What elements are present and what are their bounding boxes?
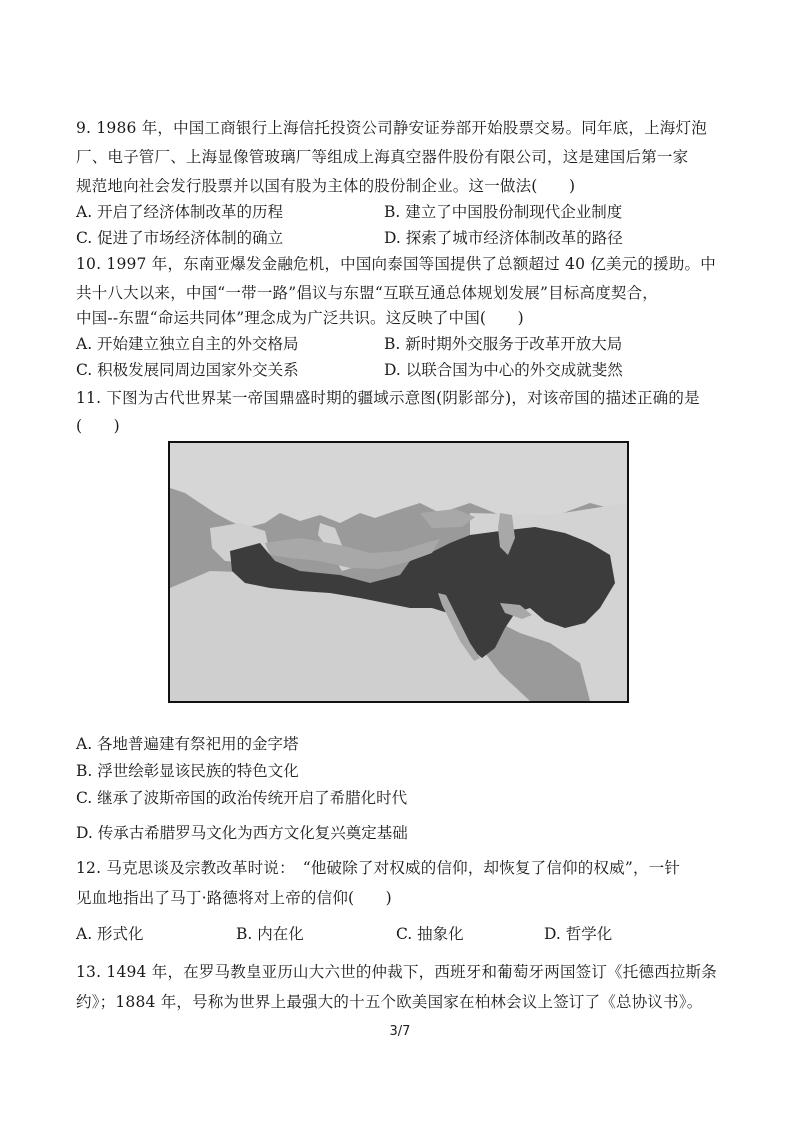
q10-option-a: A. 开始建立独立自主的外交格局 (76, 335, 299, 353)
q10-stem-line-1: 10. 1997 年，东南亚爆发金融危机，中国向泰国等国提供了总额超过 40 亿美元的援助。中 (76, 255, 716, 273)
q10-option-c: C. 积极发展同周边国家外交关系 (76, 361, 299, 379)
q12-option-c: C. 抽象化 (396, 925, 464, 943)
q12-stem-line-1: 12. 马克思谈及宗教改革时说： “他破除了对权威的信仰，却恢复了信仰的权威”，一针 (76, 859, 681, 877)
q11-option-c: C. 继承了波斯帝国的政治传统开启了希腊化时代 (76, 789, 408, 807)
q10-option-b: B. 新时期外交服务于改革开放大局 (384, 335, 623, 353)
q9-stem-line-1: 9. 1986 年，中国工商银行上海信托投资公司静安证券部开始股票交易。同年底，上海灯泡 (76, 119, 707, 137)
page-number: 3/7 (389, 1024, 411, 1039)
q12-stem-line-2: 见血地指出了马丁·路德将对上帝的信仰( ) (76, 889, 392, 907)
q11-option-b: B. 浮世绘彰显该民族的特色文化 (76, 762, 299, 780)
q13-stem-line-2: 约》；1884 年，号称为世界上最强大的十五个欧美国家在柏林会议上签订了《总协议书》。 (76, 993, 703, 1011)
q10-stem-line-2: 共十八大以来，中国“一带一路”倡议与东盟“互联互通总体规划发展”目标高度契合， (76, 284, 658, 302)
q11-option-a: A. 各地普遍建有祭祀用的金字塔 (76, 735, 299, 753)
q11-stem-line-1: 11. 下图为古代世界某一帝国鼎盛时期的疆域示意图(阴影部分)，对该帝国的描述正确的是 (76, 389, 700, 407)
empire-territory-map (168, 441, 629, 703)
map-image (170, 443, 627, 701)
q9-option-d: D. 探索了城市经济体制改革的路径 (384, 229, 623, 247)
q13-stem-line-1: 13. 1494 年，在罗马教皇亚历山大六世的仲裁下，西班牙和葡萄牙两国签订《托德西拉斯条 (76, 963, 717, 981)
q11-option-d: D. 传承古希腊罗马文化为西方文化复兴奠定基础 (76, 824, 408, 842)
q12-option-d: D. 哲学化 (544, 925, 613, 943)
q10-option-d: D. 以联合国为中心的外交成就斐然 (384, 361, 623, 379)
q12-option-a: A. 形式化 (76, 925, 144, 943)
q10-stem-line-3: 中国--东盟“命运共同体”理念成为广泛共识。这反映了中国( ) (76, 309, 524, 327)
q9-stem-line-2: 厂、电子管厂、上海显像管玻璃厂等组成上海真空器件股份有限公司，这是建国后第一家 (76, 148, 689, 166)
q9-stem-line-3: 规范地向社会发行股票并以国有股为主体的股份制企业。这一做法( ) (76, 177, 576, 195)
q9-option-b: B. 建立了中国股份制现代企业制度 (384, 203, 623, 221)
q9-option-a: A. 开启了经济体制改革的历程 (76, 203, 284, 221)
q9-option-c: C. 促进了市场经济体制的确立 (76, 229, 284, 247)
q11-stem-line-2: ( ) (76, 417, 120, 435)
map-texture (170, 443, 627, 701)
q12-option-b: B. 内在化 (236, 925, 304, 943)
